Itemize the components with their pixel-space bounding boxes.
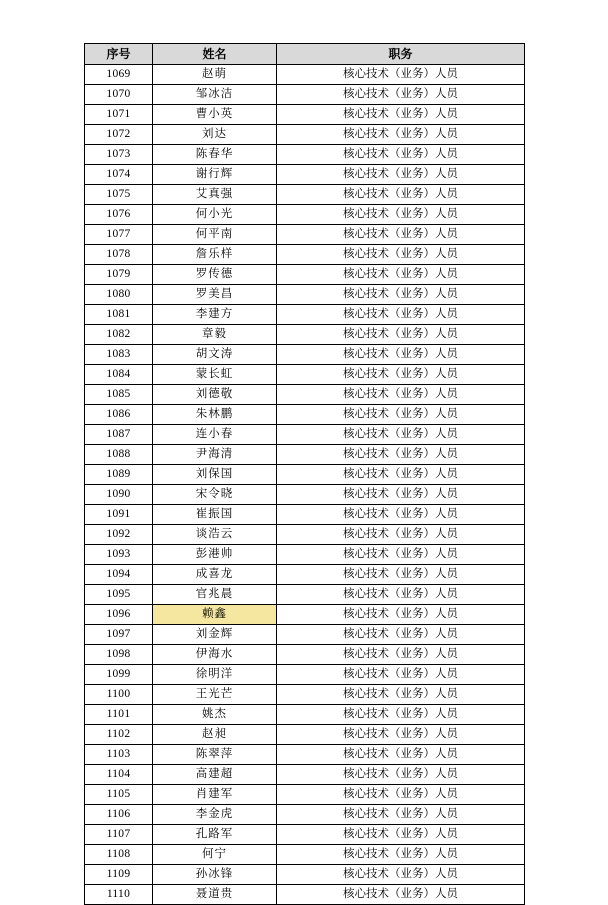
cell-name: 伊海水 <box>153 645 277 665</box>
cell-name: 李金虎 <box>153 805 277 825</box>
cell-title: 核心技术（业务）人员 <box>277 385 525 405</box>
cell-title: 核心技术（业务）人员 <box>277 585 525 605</box>
cell-name: 王光芒 <box>153 685 277 705</box>
cell-name: 高建超 <box>153 765 277 785</box>
cell-no: 1069 <box>85 65 153 85</box>
column-header-title: 职务 <box>277 44 525 65</box>
cell-title: 核心技术（业务）人员 <box>277 85 525 105</box>
cell-no: 1107 <box>85 825 153 845</box>
cell-title: 核心技术（业务）人员 <box>277 105 525 125</box>
cell-no: 1104 <box>85 765 153 785</box>
table-row <box>85 845 525 865</box>
cell-title: 核心技术（业务）人员 <box>277 505 525 525</box>
column-header-no: 序号 <box>85 44 153 65</box>
table-row <box>85 185 525 205</box>
cell-no: 1108 <box>85 845 153 865</box>
cell-no: 1092 <box>85 525 153 545</box>
column-header-name: 姓名 <box>153 44 277 65</box>
cell-no: 1083 <box>85 345 153 365</box>
cell-name: 肖建军 <box>153 785 277 805</box>
cell-title: 核心技术（业务）人员 <box>277 425 525 445</box>
cell-title: 核心技术（业务）人员 <box>277 825 525 845</box>
table-row <box>85 485 525 505</box>
cell-no: 1088 <box>85 445 153 465</box>
cell-name: 徐明洋 <box>153 665 277 685</box>
table-row <box>85 505 525 525</box>
cell-title: 核心技术（业务）人员 <box>277 785 525 805</box>
table-row <box>85 805 525 825</box>
cell-title: 核心技术（业务）人员 <box>277 845 525 865</box>
cell-name: 罗传德 <box>153 265 277 285</box>
cell-no: 1095 <box>85 585 153 605</box>
cell-no: 1099 <box>85 665 153 685</box>
cell-title: 核心技术（业务）人员 <box>277 545 525 565</box>
table-row <box>85 405 525 425</box>
cell-title: 核心技术（业务）人员 <box>277 885 525 905</box>
cell-no: 1075 <box>85 185 153 205</box>
table-row <box>85 365 525 385</box>
table-row <box>85 285 525 305</box>
cell-name: 宋令晓 <box>153 485 277 505</box>
cell-name: 章毅 <box>153 325 277 345</box>
cell-title: 核心技术（业务）人员 <box>277 305 525 325</box>
cell-name: 赵昶 <box>153 725 277 745</box>
cell-no: 1097 <box>85 625 153 645</box>
table-header-row <box>85 44 525 65</box>
cell-name: 曹小英 <box>153 105 277 125</box>
cell-no: 1094 <box>85 565 153 585</box>
table-row <box>85 705 525 725</box>
cell-title: 核心技术（业务）人员 <box>277 185 525 205</box>
cell-name: 刘金辉 <box>153 625 277 645</box>
table-row <box>85 765 525 785</box>
table-row <box>85 545 525 565</box>
cell-name: 胡文涛 <box>153 345 277 365</box>
cell-title: 核心技术（业务）人员 <box>277 165 525 185</box>
table-header <box>85 44 525 65</box>
cell-no: 1101 <box>85 705 153 725</box>
table-row <box>85 245 525 265</box>
cell-no: 1109 <box>85 865 153 885</box>
cell-name: 尹海清 <box>153 445 277 465</box>
table-row <box>85 585 525 605</box>
cell-title: 核心技术（业务）人员 <box>277 265 525 285</box>
cell-no: 1090 <box>85 485 153 505</box>
cell-no: 1073 <box>85 145 153 165</box>
table-row <box>85 605 525 625</box>
cell-name: 李建方 <box>153 305 277 325</box>
cell-name: 蒙长虹 <box>153 365 277 385</box>
cell-name: 罗美昌 <box>153 285 277 305</box>
cell-no: 1096 <box>85 605 153 625</box>
cell-name: 彭港帅 <box>153 545 277 565</box>
table-row <box>85 105 525 125</box>
cell-name: 艾真强 <box>153 185 277 205</box>
table-body <box>85 65 525 905</box>
cell-no: 1091 <box>85 505 153 525</box>
cell-name: 朱林鹏 <box>153 405 277 425</box>
cell-title: 核心技术（业务）人员 <box>277 685 525 705</box>
cell-name: 陈春华 <box>153 145 277 165</box>
table-row <box>85 205 525 225</box>
cell-no: 1085 <box>85 385 153 405</box>
cell-name: 赵萌 <box>153 65 277 85</box>
cell-title: 核心技术（业务）人员 <box>277 445 525 465</box>
cell-no: 1078 <box>85 245 153 265</box>
cell-name: 刘保国 <box>153 465 277 485</box>
cell-title: 核心技术（业务）人员 <box>277 405 525 425</box>
table-row <box>85 825 525 845</box>
table-row <box>85 725 525 745</box>
cell-no: 1098 <box>85 645 153 665</box>
cell-name: 赖鑫 <box>153 605 277 625</box>
cell-no: 1081 <box>85 305 153 325</box>
cell-no: 1102 <box>85 725 153 745</box>
cell-name: 谈浩云 <box>153 525 277 545</box>
cell-no: 1070 <box>85 85 153 105</box>
cell-no: 1110 <box>85 885 153 905</box>
cell-name: 何平南 <box>153 225 277 245</box>
table-row <box>85 325 525 345</box>
table-row <box>85 665 525 685</box>
table-row <box>85 145 525 165</box>
cell-name: 谢行辉 <box>153 165 277 185</box>
cell-title: 核心技术（业务）人员 <box>277 465 525 485</box>
cell-no: 1084 <box>85 365 153 385</box>
table-row <box>85 425 525 445</box>
table-row <box>85 345 525 365</box>
cell-name: 何小光 <box>153 205 277 225</box>
cell-no: 1074 <box>85 165 153 185</box>
cell-no: 1087 <box>85 425 153 445</box>
cell-no: 1082 <box>85 325 153 345</box>
cell-name: 詹乐样 <box>153 245 277 265</box>
cell-name: 崔振国 <box>153 505 277 525</box>
cell-name: 孔路军 <box>153 825 277 845</box>
table-row <box>85 165 525 185</box>
cell-no: 1086 <box>85 405 153 425</box>
cell-no: 1080 <box>85 285 153 305</box>
table-row <box>85 385 525 405</box>
cell-title: 核心技术（业务）人员 <box>277 745 525 765</box>
table-row <box>85 265 525 285</box>
cell-title: 核心技术（业务）人员 <box>277 705 525 725</box>
cell-title: 核心技术（业务）人员 <box>277 805 525 825</box>
cell-title: 核心技术（业务）人员 <box>277 345 525 365</box>
cell-title: 核心技术（业务）人员 <box>277 865 525 885</box>
cell-name: 孙冰锋 <box>153 865 277 885</box>
cell-title: 核心技术（业务）人员 <box>277 245 525 265</box>
table-row <box>85 685 525 705</box>
cell-no: 1103 <box>85 745 153 765</box>
cell-no: 1077 <box>85 225 153 245</box>
cell-name: 姚杰 <box>153 705 277 725</box>
cell-name: 连小春 <box>153 425 277 445</box>
table-row <box>85 465 525 485</box>
cell-title: 核心技术（业务）人员 <box>277 125 525 145</box>
table-row <box>85 865 525 885</box>
cell-no: 1089 <box>85 465 153 485</box>
cell-no: 1076 <box>85 205 153 225</box>
cell-no: 1100 <box>85 685 153 705</box>
table-row <box>85 645 525 665</box>
cell-title: 核心技术（业务）人员 <box>277 605 525 625</box>
cell-title: 核心技术（业务）人员 <box>277 525 525 545</box>
cell-name: 聂道贵 <box>153 885 277 905</box>
cell-no: 1071 <box>85 105 153 125</box>
cell-name: 官兆晨 <box>153 585 277 605</box>
cell-title: 核心技术（业务）人员 <box>277 725 525 745</box>
cell-no: 1093 <box>85 545 153 565</box>
roster-table-container <box>84 43 524 905</box>
roster-table <box>84 43 525 905</box>
cell-title: 核心技术（业务）人员 <box>277 145 525 165</box>
cell-title: 核心技术（业务）人员 <box>277 565 525 585</box>
cell-title: 核心技术（业务）人员 <box>277 485 525 505</box>
cell-name: 何宁 <box>153 845 277 865</box>
cell-title: 核心技术（业务）人员 <box>277 625 525 645</box>
cell-title: 核心技术（业务）人员 <box>277 665 525 685</box>
table-row <box>85 885 525 905</box>
cell-title: 核心技术（业务）人员 <box>277 645 525 665</box>
table-row <box>85 225 525 245</box>
cell-no: 1072 <box>85 125 153 145</box>
table-row <box>85 445 525 465</box>
cell-title: 核心技术（业务）人员 <box>277 365 525 385</box>
cell-no: 1106 <box>85 805 153 825</box>
table-row <box>85 305 525 325</box>
table-row <box>85 65 525 85</box>
cell-name: 刘达 <box>153 125 277 145</box>
table-row <box>85 85 525 105</box>
cell-title: 核心技术（业务）人员 <box>277 65 525 85</box>
cell-name: 刘德敬 <box>153 385 277 405</box>
table-row <box>85 785 525 805</box>
cell-title: 核心技术（业务）人员 <box>277 225 525 245</box>
cell-title: 核心技术（业务）人员 <box>277 205 525 225</box>
table-row <box>85 745 525 765</box>
cell-title: 核心技术（业务）人员 <box>277 765 525 785</box>
table-row <box>85 625 525 645</box>
cell-name: 邹冰洁 <box>153 85 277 105</box>
cell-no: 1105 <box>85 785 153 805</box>
cell-title: 核心技术（业务）人员 <box>277 325 525 345</box>
table-row <box>85 525 525 545</box>
cell-no: 1079 <box>85 265 153 285</box>
table-row <box>85 565 525 585</box>
table-row <box>85 125 525 145</box>
cell-name: 陈翠萍 <box>153 745 277 765</box>
cell-name: 成喜龙 <box>153 565 277 585</box>
cell-title: 核心技术（业务）人员 <box>277 285 525 305</box>
